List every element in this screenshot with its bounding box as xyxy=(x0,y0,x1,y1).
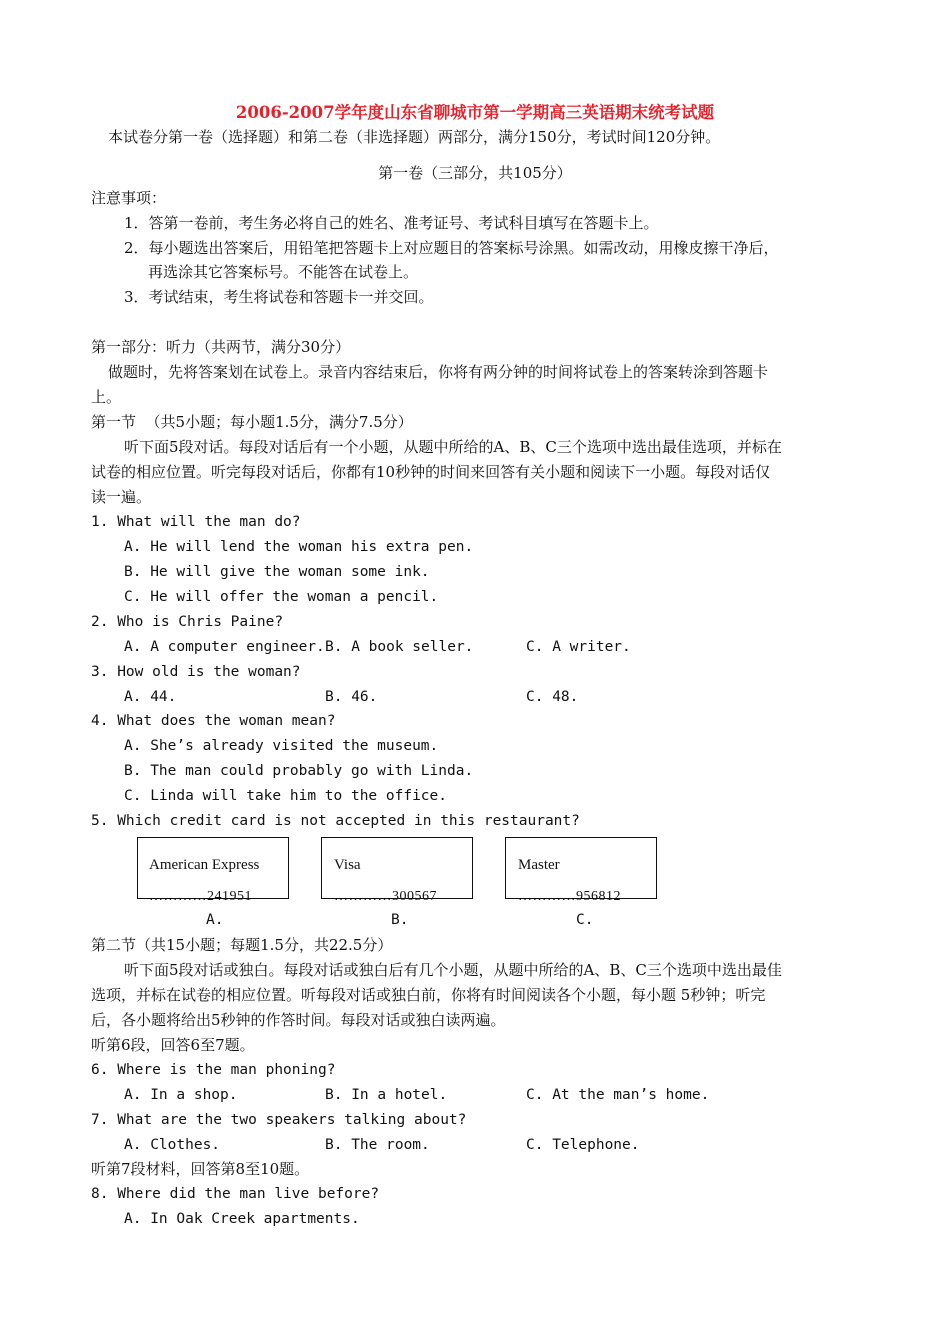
q5-stem: 5. Which credit card is not accepted in this restaurant? xyxy=(91,813,580,829)
segment6-note: 听第6段，回答6至7题。 xyxy=(91,1036,255,1054)
card-number: …………300567 xyxy=(334,889,437,904)
section1-instructions-end: 读一遍。 xyxy=(91,488,152,506)
section1-heading: 第一节 （共5小题；每小题1.5分，满分7.5分） xyxy=(91,413,413,431)
q2-stem: 2. Who is Chris Paine? xyxy=(91,614,284,630)
q7-option-b: B. The room. xyxy=(325,1137,430,1153)
q4-stem: 4. What does the woman mean? xyxy=(91,713,336,729)
part1-heading: 第一卷（三部分，共105分） xyxy=(378,164,572,182)
note-1: 1．答第一卷前，考生务必将自己的姓名、准考证号、考试科目填写在答题卡上。 xyxy=(124,214,659,232)
q7-option-a: A. Clothes. xyxy=(124,1137,221,1153)
section2-heading: 第二节（共15小题；每题1.5分，共22.5分） xyxy=(91,936,393,954)
note-3: 3．考试结束，考生将试卷和答题卡一并交回。 xyxy=(124,288,434,306)
q1-option-a: A. He will lend the woman his extra pen. xyxy=(124,539,474,555)
card-number: …………241951 xyxy=(149,889,252,904)
segment7-note: 听第7段材料，回答第8至10题。 xyxy=(91,1160,310,1178)
notes-heading: 注意事项： xyxy=(91,189,167,207)
card-label: C. xyxy=(576,912,594,928)
card-name: American Express xyxy=(149,857,260,873)
q6-option-b: B. In a hotel. xyxy=(325,1087,448,1103)
section1-instructions-cont: 试卷的相应位置。听完每段对话后，你都有10秒钟的时间来回答有关小题和阅读下一小题。每段对话仅 xyxy=(91,463,771,481)
section1-instructions: 听下面5段对话。每段对话后有一个小题，从题中所给的A、B、C三个选项中选出最佳选项，并标在 xyxy=(124,438,782,456)
q1-stem: 1. What will the man do? xyxy=(91,514,301,530)
card-label: B. xyxy=(391,912,409,928)
q2-option-b: B. A book seller. xyxy=(325,639,474,655)
listening-heading: 第一部分：听力（共两节，满分30分） xyxy=(91,338,351,356)
card-name: Master xyxy=(518,857,560,873)
q6-option-a: A. In a shop. xyxy=(124,1087,238,1103)
exam-intro: 本试卷分第一卷（选择题）和第二卷（非选择题）两部分，满分150分，考试时间120分钟。 xyxy=(108,128,721,146)
q3-option-a: A. 44. xyxy=(124,689,177,705)
q8-stem: 8. Where did the man live before? xyxy=(91,1186,380,1202)
q4-option-a: A. She’s already visited the museum. xyxy=(124,738,439,754)
q1-option-c: C. He will offer the woman a pencil. xyxy=(124,589,439,605)
q8-option-a: A. In Oak Creek apartments. xyxy=(124,1211,360,1227)
q7-stem: 7. What are the two speakers talking about? xyxy=(91,1112,467,1128)
q1-option-b: B. He will give the woman some ink. xyxy=(124,564,430,580)
note-2: 2．每小题选出答案后，用铅笔把答题卡上对应题目的答案标号涂黑。如需改动，用橡皮擦干净后， xyxy=(124,239,779,257)
card-label: A. xyxy=(206,912,224,928)
listening-instructions-cont: 上。 xyxy=(91,388,122,406)
listening-instructions: 做题时，先将答案划在试卷上。录音内容结束后，你将有两分钟的时间将试卷上的答案转涂到答题卡 xyxy=(108,363,769,381)
section2-instructions: 听下面5段对话或独白。每段对话或独白后有几个小题，从题中所给的A、B、C三个选项中选出最佳 xyxy=(124,961,782,979)
q3-stem: 3. How old is the woman? xyxy=(91,664,301,680)
q3-option-c: C. 48. xyxy=(526,689,579,705)
q6-option-c: C. At the man’s home. xyxy=(526,1087,710,1103)
section2-instructions-end: 后，各小题将给出5秒钟的作答时间。每段对话或独白读两遍。 xyxy=(91,1011,506,1029)
q6-stem: 6. Where is the man phoning? xyxy=(91,1062,336,1078)
q2-option-a: A. A computer engineer. xyxy=(124,639,325,655)
card-number: …………956812 xyxy=(518,889,621,904)
q4-option-b: B. The man could probably go with Linda. xyxy=(124,763,474,779)
q4-option-c: C. Linda will take him to the office. xyxy=(124,788,448,804)
q7-option-c: C. Telephone. xyxy=(526,1137,640,1153)
q3-option-b: B. 46. xyxy=(325,689,378,705)
card-name: Visa xyxy=(334,857,361,873)
section2-instructions-cont: 选项，并标在试卷的相应位置。听每段对话或独白前，你将有时间阅读各个小题，每小题 5秒钟；听完 xyxy=(91,986,766,1004)
exam-title: 2006-2007学年度山东省聊城市第一学期高三英语期末统考试题 xyxy=(235,103,715,122)
q2-option-c: C. A writer. xyxy=(526,639,631,655)
note-2-cont: 再选涂其它答案标号。不能答在试卷上。 xyxy=(148,263,419,281)
